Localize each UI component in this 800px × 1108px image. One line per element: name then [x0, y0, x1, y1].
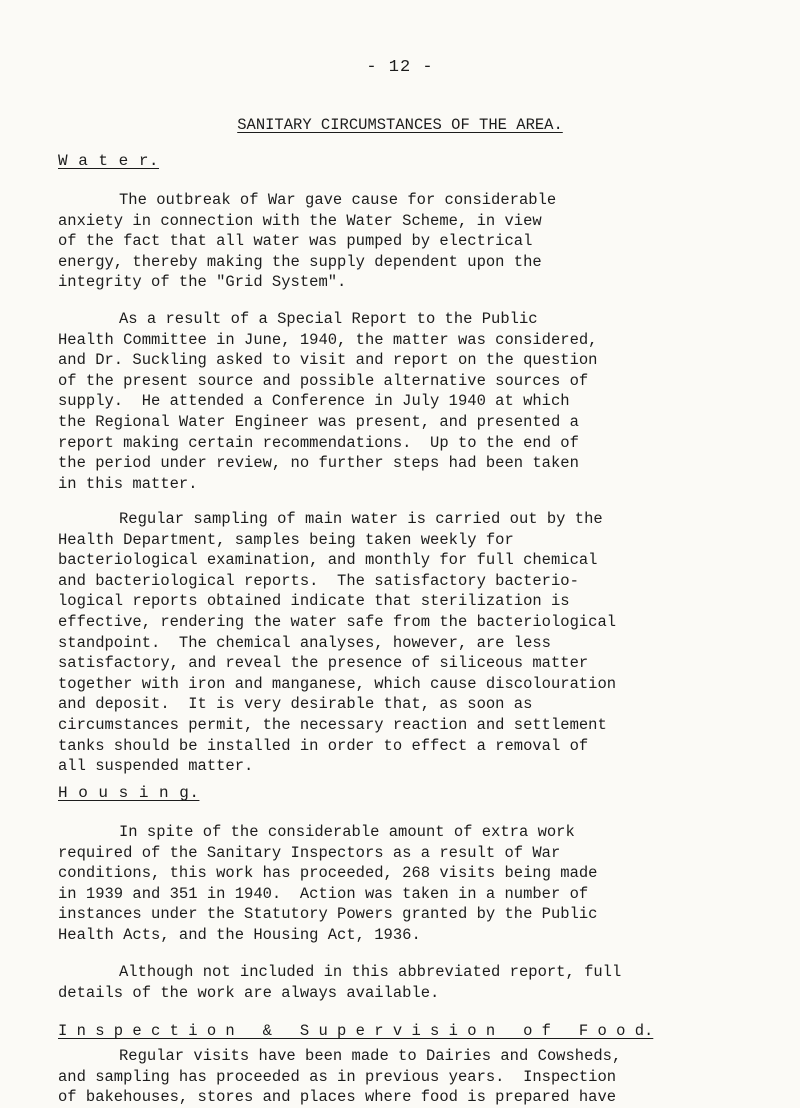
text-line: supply. He attended a Conference in July 1940 at which [58, 392, 570, 411]
section-heading-inspection: I n s p e c t i o n & S u p e r v i s i o n o f F o o d. [58, 1022, 654, 1040]
text-line: integrity of the "Grid System". [58, 273, 347, 292]
text-line: bacteriological examination, and monthly for full chemical [58, 551, 598, 570]
text-line: of the present source and possible alternative sources of [58, 371, 589, 390]
text-line: Health Committee in June, 1940, the matter was considered, [58, 330, 598, 349]
text-line: and sampling has proceeded as in previous years. Inspection [58, 1067, 617, 1086]
text-line: satisfactory, and reveal the presence of siliceous matter [58, 654, 589, 673]
text-line: Health Department, samples being taken weekly for [58, 530, 514, 549]
text-line: required of the Sanitary Inspectors as a result of War [58, 843, 561, 862]
text-line: of the fact that all water was pumped by electrical [58, 232, 533, 251]
text-line: Regular visits have been made to Dairies and Cowsheds, [119, 1047, 622, 1065]
text-line: standpoint. The chemical analyses, however, are less [58, 633, 551, 652]
text-line: the Regional Water Engineer was present, and presented a [58, 412, 579, 431]
text-line: As a result of a Special Report to the Public [119, 310, 538, 328]
text-line: in 1939 and 351 in 1940. Action was taken in a number of [58, 884, 589, 903]
page-title: SANITARY CIRCUMSTANCES OF THE AREA. [237, 116, 563, 134]
text-line: conditions, this work has proceeded, 268 visits being made [58, 864, 598, 883]
section-heading-housing: H o u s i n g. [58, 784, 200, 802]
text-line: and bacteriological reports. The satisfactory bacterio- [58, 571, 579, 590]
text-line: and deposit. It is very desirable that, as soon as [58, 695, 533, 714]
paragraph-housing-2 [58, 962, 758, 1003]
section-heading-water: W a t e r. [58, 152, 160, 170]
text-line: of bakehouses, stores and places where food is prepared have [58, 1088, 617, 1107]
page-number: - 12 - [366, 58, 434, 77]
text-line: anxiety in connection with the Water Scheme, in view [58, 211, 542, 230]
paragraph-water-3 [58, 509, 758, 777]
text-line: Although not included in this abbreviated report, full [119, 963, 622, 981]
paragraph-inspection-1 [58, 1046, 758, 1108]
text-line: circumstances permit, the necessary reaction and settlement [58, 715, 607, 734]
text-line: report making certain recommendations. Up to the end of [58, 433, 579, 452]
text-line: Regular sampling of main water is carried out by the [119, 510, 603, 528]
text-line: in this matter. [58, 474, 198, 493]
paragraph-water-2 [58, 309, 758, 494]
text-line: Health Acts, and the Housing Act, 1936. [58, 925, 421, 944]
text-line: instances under the Statutory Powers granted by the Public [58, 905, 598, 924]
text-line: In spite of the considerable amount of extra work [119, 823, 575, 841]
paragraph-water-1 [58, 190, 758, 293]
text-line: logical reports obtained indicate that sterilization is [58, 592, 570, 611]
text-line: tanks should be installed in order to effect a removal of [58, 736, 589, 755]
text-line: details of the work are always available. [58, 983, 440, 1002]
text-line: the period under review, no further steps had been taken [58, 454, 579, 473]
text-line: The outbreak of War gave cause for considerable [119, 191, 557, 209]
paragraph-housing-1 [58, 822, 758, 946]
text-line: together with iron and manganese, which cause discolouration [58, 674, 617, 693]
text-line: all suspended matter. [58, 757, 254, 776]
text-line: effective, rendering the water safe from the bacteriological [58, 612, 617, 631]
text-line: and Dr. Suckling asked to visit and report on the question [58, 351, 598, 370]
text-line: energy, thereby making the supply dependent upon the [58, 252, 542, 271]
